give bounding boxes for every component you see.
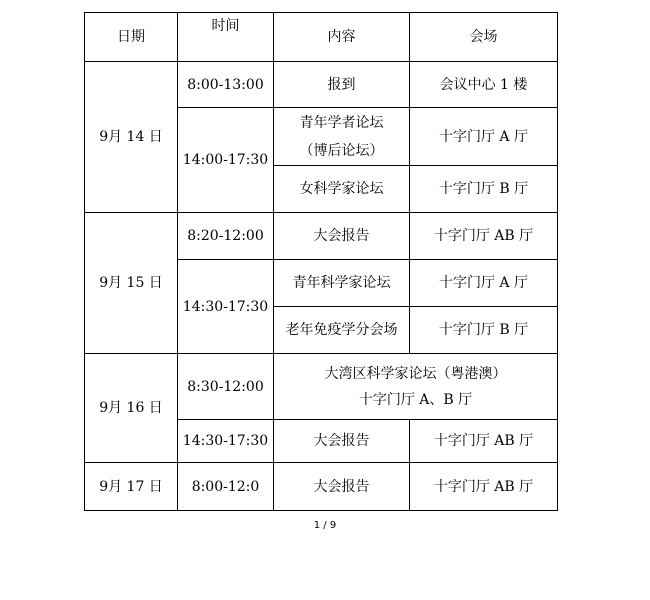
date-cell: 9月 15 日	[85, 213, 178, 354]
date-cell: 9月 16 日	[85, 354, 178, 463]
venue-cell: 十字门厅 AB 厅	[410, 420, 558, 463]
header-row	[85, 13, 558, 62]
content-cell: 老年免疫学分会场	[274, 307, 410, 354]
time-cell: 14:00-17:30	[178, 108, 274, 213]
time-cell: 8:00-12:0	[178, 463, 274, 511]
content-cell: 青年科学家论坛	[274, 260, 410, 307]
time-cell: 14:30-17:30	[178, 260, 274, 354]
content-cell: 大会报告	[274, 463, 410, 511]
table-row	[85, 354, 558, 420]
table-row	[85, 213, 558, 260]
venue-cell: 十字门厅 B 厅	[410, 166, 558, 213]
table-row	[85, 463, 558, 511]
venue-cell: 十字门厅 A 厅	[410, 260, 558, 307]
venue-cell: 十字门厅 AB 厅	[410, 463, 558, 511]
merged-content-cell: 大湾区科学家论坛（粤港澳） 十字门厅 A、B 厅	[274, 354, 558, 420]
header-date: 日期	[85, 13, 178, 62]
content-cell: 青年学者论坛 （博后论坛）	[274, 108, 410, 166]
table-row	[85, 62, 558, 108]
time-cell: 14:30-17:30	[178, 420, 274, 463]
content-cell: 报到	[274, 62, 410, 108]
date-cell: 9月 14 日	[85, 62, 178, 213]
venue-cell: 十字门厅 A 厅	[410, 108, 558, 166]
header-content: 内容	[274, 13, 410, 62]
time-cell: 8:20-12:00	[178, 213, 274, 260]
page-number: 1 / 9	[313, 520, 337, 531]
time-cell: 8:30-12:00	[178, 354, 274, 420]
venue-cell: 十字门厅 AB 厅	[410, 213, 558, 260]
date-cell: 9月 17 日	[85, 463, 178, 511]
content-cell: 女科学家论坛	[274, 166, 410, 213]
header-venue: 会场	[410, 13, 558, 62]
schedule-table	[84, 12, 558, 511]
venue-cell: 十字门厅 B 厅	[410, 307, 558, 354]
content-cell: 大会报告	[274, 213, 410, 260]
header-time: 时间	[178, 13, 274, 62]
time-cell: 8:00-13:00	[178, 62, 274, 108]
venue-cell: 会议中心 1 楼	[410, 62, 558, 108]
content-cell: 大会报告	[274, 420, 410, 463]
